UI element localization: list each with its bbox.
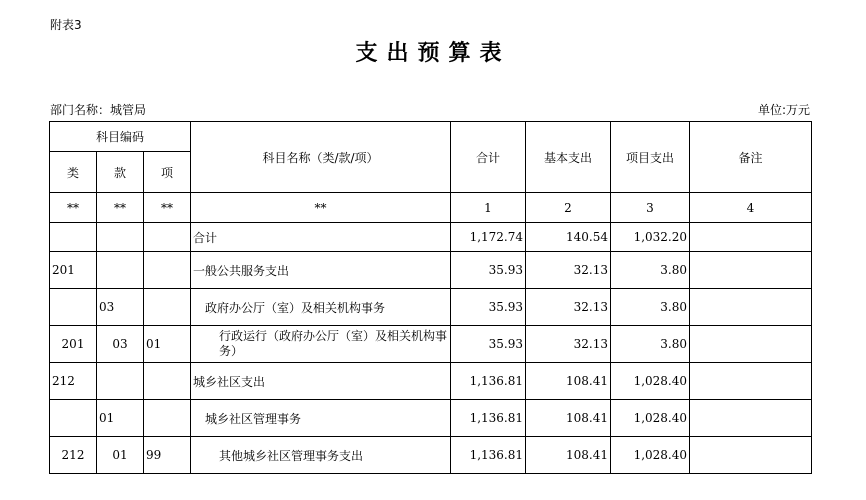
row-total: 35.93 bbox=[451, 252, 526, 289]
header-category: 类 bbox=[50, 152, 97, 193]
row-project: 1,032.20 bbox=[611, 223, 690, 252]
row-basic: 32.13 bbox=[526, 326, 611, 363]
row-basic: 108.41 bbox=[526, 400, 611, 437]
row-category: 201 bbox=[50, 252, 97, 289]
row-section: 03 bbox=[97, 326, 144, 363]
row-item bbox=[144, 252, 191, 289]
index-project: 3 bbox=[611, 193, 690, 223]
row-item bbox=[144, 363, 191, 400]
page-title: 支出预算表 bbox=[355, 40, 511, 66]
row-category: 201 bbox=[50, 326, 97, 363]
index-row bbox=[50, 193, 812, 223]
header-section: 款 bbox=[97, 152, 144, 193]
row-subject-name: 政府办公厅（室）及相关机构事务 bbox=[191, 289, 451, 326]
row-total: 1,136.81 bbox=[451, 363, 526, 400]
row-section: 01 bbox=[97, 400, 144, 437]
row-remark bbox=[690, 400, 812, 437]
row-project: 3.80 bbox=[611, 252, 690, 289]
row-remark bbox=[690, 326, 812, 363]
header-basic: 基本支出 bbox=[526, 122, 611, 193]
table-row bbox=[50, 223, 812, 252]
unit-label: 单位:万元 bbox=[757, 103, 810, 117]
table-row bbox=[50, 363, 812, 400]
row-basic: 140.54 bbox=[526, 223, 611, 252]
row-total: 1,136.81 bbox=[451, 400, 526, 437]
row-category: 212 bbox=[50, 363, 97, 400]
row-remark bbox=[690, 289, 812, 326]
row-subject-name: 城乡社区管理事务 bbox=[191, 400, 451, 437]
row-category: 212 bbox=[50, 437, 97, 474]
row-basic: 108.41 bbox=[526, 363, 611, 400]
row-category bbox=[50, 223, 97, 252]
table-row bbox=[50, 400, 812, 437]
row-section bbox=[97, 252, 144, 289]
row-remark bbox=[690, 223, 812, 252]
row-section bbox=[97, 223, 144, 252]
department-label: 部门名称：城管局 bbox=[50, 103, 147, 117]
row-subject-name: 城乡社区支出 bbox=[191, 363, 451, 400]
budget-table bbox=[49, 121, 812, 474]
row-item bbox=[144, 400, 191, 437]
row-section bbox=[97, 363, 144, 400]
index-subject-name: ** bbox=[191, 193, 451, 223]
table-row bbox=[50, 289, 812, 326]
row-basic: 32.13 bbox=[526, 252, 611, 289]
row-subject-name: 一般公共服务支出 bbox=[191, 252, 451, 289]
row-section: 01 bbox=[97, 437, 144, 474]
row-total: 35.93 bbox=[451, 289, 526, 326]
row-category bbox=[50, 289, 97, 326]
row-item bbox=[144, 223, 191, 252]
row-basic: 108.41 bbox=[526, 437, 611, 474]
row-total: 35.93 bbox=[451, 326, 526, 363]
header-remark: 备注 bbox=[690, 122, 812, 193]
header-total: 合计 bbox=[451, 122, 526, 193]
table-row bbox=[50, 437, 812, 474]
row-project: 3.80 bbox=[611, 289, 690, 326]
row-item bbox=[144, 289, 191, 326]
row-project: 1,028.40 bbox=[611, 437, 690, 474]
index-total: 1 bbox=[451, 193, 526, 223]
row-subject-name: 合计 bbox=[191, 223, 451, 252]
row-project: 1,028.40 bbox=[611, 400, 690, 437]
header-row bbox=[50, 122, 812, 152]
row-item: 99 bbox=[144, 437, 191, 474]
row-remark bbox=[690, 363, 812, 400]
row-subject-name: 行政运行（政府办公厅（室）及相关机构事务） bbox=[191, 326, 451, 363]
row-basic: 32.13 bbox=[526, 289, 611, 326]
row-project: 1,028.40 bbox=[611, 363, 690, 400]
header-item: 项 bbox=[144, 152, 191, 193]
index-remark: 4 bbox=[690, 193, 812, 223]
table-row bbox=[50, 326, 812, 363]
row-category bbox=[50, 400, 97, 437]
table-row bbox=[50, 252, 812, 289]
attachment-label: 附表3 bbox=[50, 18, 82, 32]
index-category: ** bbox=[50, 193, 97, 223]
row-project: 3.80 bbox=[611, 326, 690, 363]
index-section: ** bbox=[97, 193, 144, 223]
header-code-group: 科目编码 bbox=[50, 122, 191, 152]
row-remark bbox=[690, 437, 812, 474]
row-total: 1,136.81 bbox=[451, 437, 526, 474]
row-section: 03 bbox=[97, 289, 144, 326]
index-basic: 2 bbox=[526, 193, 611, 223]
row-item: 01 bbox=[144, 326, 191, 363]
header-project: 项目支出 bbox=[611, 122, 690, 193]
row-subject-name: 其他城乡社区管理事务支出 bbox=[191, 437, 451, 474]
row-total: 1,172.74 bbox=[451, 223, 526, 252]
row-remark bbox=[690, 252, 812, 289]
index-item: ** bbox=[144, 193, 191, 223]
header-subject-name: 科目名称（类/款/项） bbox=[191, 122, 451, 193]
